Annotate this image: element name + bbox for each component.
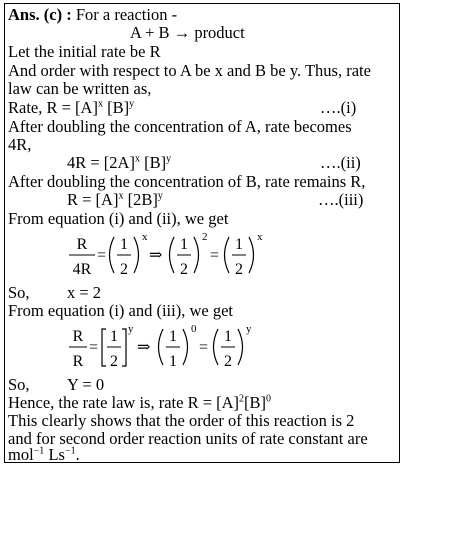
hence-sup-2: 2 [239, 393, 245, 405]
conclusion-line-2: and for second order reaction units of rate constant are [8, 429, 368, 448]
eq1-equals-1: = [97, 247, 107, 264]
from-eq-i-iii-line: From equation (i) and (iii), we get [8, 301, 233, 320]
units-mol: mol [8, 445, 34, 464]
eq2-paren-right-2 [238, 329, 243, 365]
eq1-paren-right-3 [249, 237, 254, 273]
equation-number-1: ….(i) [320, 98, 357, 117]
order-intro-line-1: And order with respect to A be x and B be y. Thus, rate [8, 61, 371, 80]
equation-number-2: ….(ii) [320, 153, 361, 172]
eq2-bracket-left [102, 329, 106, 366]
order-intro-line-2: law can be written as, [8, 79, 152, 98]
eq2-paren-left-2 [214, 329, 219, 365]
eq1-frac-num: R [76, 236, 88, 253]
conclusion-line-1: This clearly shows that the order of this reaction is 2 [8, 411, 355, 430]
rate-law-sup-x: x [97, 98, 103, 110]
eq1-paren-left-2 [170, 237, 175, 273]
units-ls: Ls [44, 445, 65, 464]
eq1-paren-right-2 [194, 237, 199, 273]
eq3-sup-y: y [157, 190, 163, 202]
eq2-bracket-den: 2 [110, 353, 118, 370]
eq1-frac-den: 4R [72, 261, 92, 278]
eq2-equals-1: = [89, 339, 99, 356]
answer-intro: For a reaction - [71, 5, 178, 24]
hence-sup-0: 0 [266, 393, 272, 405]
doubling-a-line-2: 4R, [8, 135, 32, 154]
eq2-mid: [B] [139, 153, 167, 172]
eq1-exp-x-1: x [142, 231, 148, 243]
eq3-sup-x: x [118, 190, 124, 202]
fraction-equation-1 [60, 226, 280, 284]
units-sup-1: −1 [33, 445, 45, 457]
units-period: . [75, 445, 80, 464]
so-line-2-label: So, [8, 375, 30, 394]
eq2-paren-num: 1 [224, 328, 232, 345]
eq1-paren-right-1 [134, 237, 139, 273]
doubling-a-line-1: After doubling the concentration of A, rate becomes [8, 117, 352, 136]
answer-header [8, 5, 177, 24]
conclusion-line-3 [8, 445, 80, 464]
from-eq-i-ii-line: From equation (i) and (ii), we get [8, 209, 229, 228]
eq2-exp-0: 0 [191, 323, 197, 335]
eq2-paren-den: 2 [224, 353, 232, 370]
rate-law-lhs: Rate, R = [A] [8, 98, 98, 117]
eq2-sup-x: x [134, 153, 140, 165]
eq2-paren-left-1 [159, 329, 164, 365]
equation-number-3: ….(iii) [318, 190, 364, 209]
hence-rate-law-line [8, 393, 271, 412]
eq3-lhs: R = [A] [67, 190, 119, 209]
eq1-paren-den-1: 2 [120, 261, 128, 278]
hence-mid: [B] [244, 393, 267, 412]
eq1-paren-num-2: 1 [180, 236, 188, 253]
eq1-paren-den-3: 2 [235, 261, 243, 278]
fraction-equation-2 [60, 318, 260, 376]
answer-label: Ans. (c) : [8, 5, 72, 24]
rate-law-sup-y: y [129, 98, 135, 110]
units-sup-2: −1 [64, 445, 76, 457]
initial-rate-line: Let the initial rate be R [8, 42, 161, 61]
eq1-paren-left-3 [225, 237, 230, 273]
eq1-paren-num-1: 1 [120, 236, 128, 253]
eq3-mid: [2B] [123, 190, 158, 209]
eq2-implies: ⇒ [137, 339, 151, 356]
eq2-lhs: 4R = [2A] [67, 153, 135, 172]
eq1-paren-num-3: 1 [235, 236, 243, 253]
equation-2 [67, 153, 171, 172]
eq2-paren-right-1 [183, 329, 188, 365]
eq1-paren-den-2: 2 [180, 261, 188, 278]
doubling-b-line: After doubling the concentration of B, rate remains R, [8, 172, 366, 191]
eq2-equals-2: = [199, 339, 209, 356]
eq2-one-num: 1 [169, 328, 177, 345]
reaction-equation: A + B → product [130, 23, 245, 42]
so-line-1-label: So, [8, 283, 30, 302]
eq1-implies: ⇒ [149, 247, 163, 264]
eq2-exp-y-1: y [128, 323, 134, 335]
eq2-bracket-num: 1 [110, 328, 118, 345]
eq2-bracket-right [122, 329, 126, 366]
hence-lhs: Hence, the rate law is, rate R = [A] [8, 393, 240, 412]
eq2-sup-y: y [166, 153, 172, 165]
so-line-1-value: x = 2 [67, 283, 102, 302]
eq1-paren-left-1 [110, 237, 115, 273]
eq2-frac-den: R [72, 353, 84, 370]
eq2-exp-y-2: y [246, 323, 252, 335]
equation-3 [67, 190, 163, 209]
eq1-exp-2: 2 [202, 231, 208, 243]
eq1-equals-2: = [210, 247, 220, 264]
so-line-2-value: Y = 0 [67, 375, 105, 394]
rate-law-mid: [B] [102, 98, 130, 117]
eq2-one-den: 1 [169, 353, 177, 370]
rate-law-line [8, 98, 134, 117]
eq2-frac-num: R [72, 328, 84, 345]
eq1-exp-x-2: x [257, 231, 263, 243]
